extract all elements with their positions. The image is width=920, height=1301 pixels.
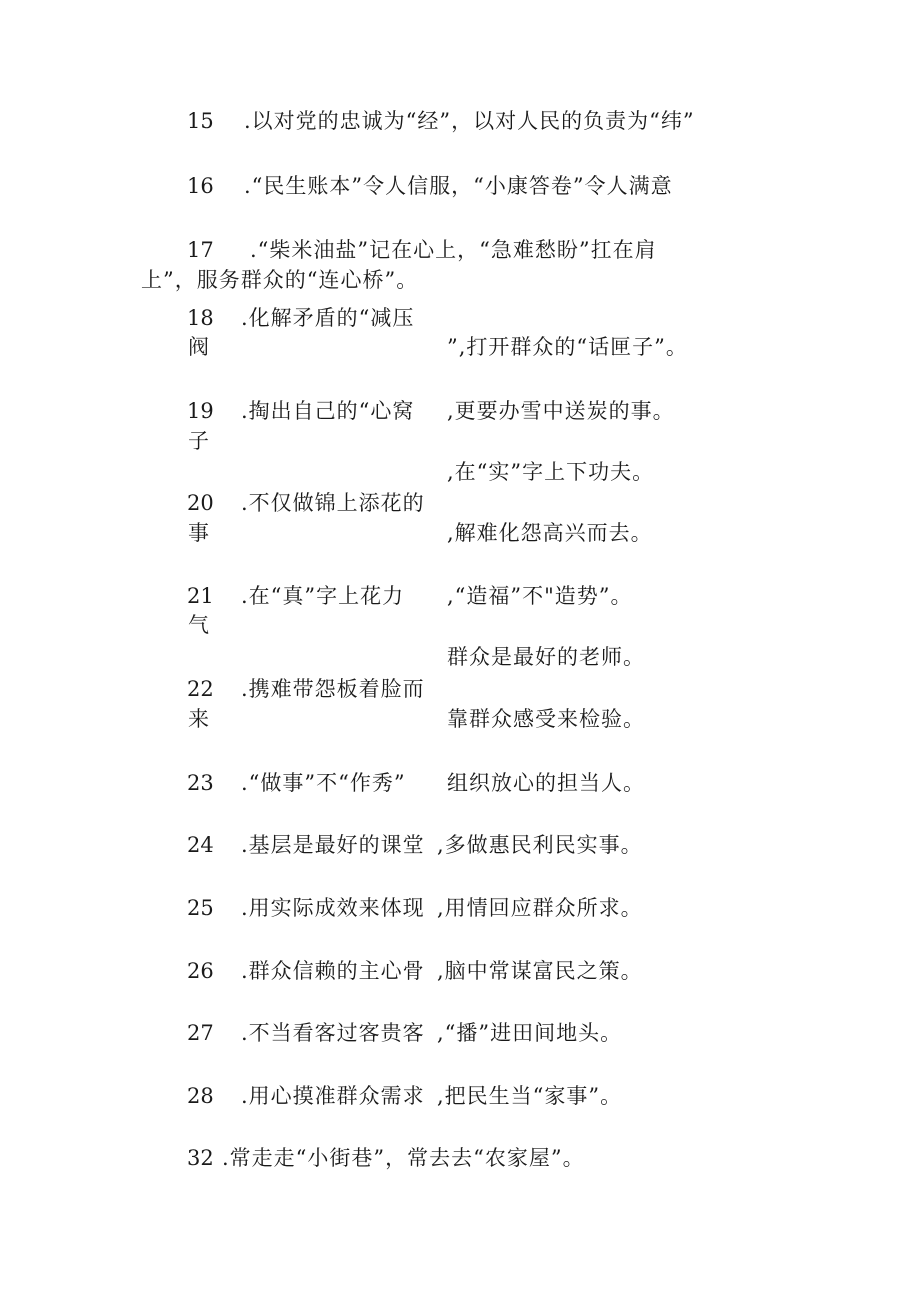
- item-text-right: ,把民生当“家事”。: [437, 1084, 623, 1108]
- item-number: 32: [187, 1146, 214, 1170]
- item-text-wrap: 事: [188, 521, 210, 545]
- item-text-wrap: 子: [188, 429, 210, 453]
- item-text-left: .群众信赖的主心骨: [241, 959, 425, 983]
- item-number: 20: [187, 491, 214, 515]
- item-text-right: ,“造福”不"造势”。: [447, 584, 633, 608]
- item-number: 21: [187, 584, 214, 608]
- item-number: 23: [187, 771, 214, 795]
- item-text-right: ,在“实”字上下功夫。: [447, 460, 655, 484]
- item-text-right: ,更要办雪中送炭的事。: [447, 399, 675, 423]
- item-text-wrap: 阀: [188, 335, 210, 359]
- item-number: 28: [187, 1084, 214, 1108]
- item-number: 17: [187, 238, 214, 262]
- item-text-right: ,脑中常谋富民之策。: [437, 959, 643, 983]
- item-text-right: ,“播”进田间地头。: [437, 1021, 623, 1045]
- item-text-left: .化解矛盾的“减压: [241, 306, 415, 330]
- item-number: 27: [187, 1021, 214, 1045]
- item-number: 19: [187, 399, 214, 423]
- item-number: 15: [187, 109, 214, 133]
- item-text-right: ,解难化怨高兴而去。: [447, 521, 653, 545]
- item-text-left: .在“真”字上花力: [241, 584, 405, 608]
- item-text-wrap: 来: [188, 707, 210, 731]
- item-number: 24: [187, 833, 214, 857]
- item-text-right: ,用情回应群众所求。: [437, 896, 643, 920]
- item-text-left: .不当看客过客贵客: [241, 1021, 425, 1045]
- item-number: 25: [187, 896, 214, 920]
- item-text-left: .“做事”不“作秀”: [241, 771, 406, 795]
- item-text-continuation: 上”，服务群众的“连心桥”。: [141, 268, 419, 292]
- item-text: .以对党的忠诚为“经”，以对人民的负责为“纬”: [244, 109, 695, 133]
- item-number: 22: [187, 677, 214, 701]
- item-text-wrap: 气: [188, 613, 210, 637]
- item-text-left: .不仅做锦上添花的: [241, 491, 425, 515]
- item-text-left: .掏出自己的“心窝: [241, 399, 415, 423]
- item-text: .常走走“小街巷”，常去去“农家屋”。: [222, 1146, 585, 1170]
- item-number: 26: [187, 959, 214, 983]
- item-text-right: ,多做惠民利民实事。: [437, 833, 643, 857]
- item-text-right: 靠群众感受来检验。: [447, 707, 645, 731]
- item-text-left: .携难带怨板着脸而: [241, 677, 425, 701]
- item-text-left: .基层是最好的课堂: [241, 833, 425, 857]
- item-text-left: .用心摸准群众需求: [241, 1084, 425, 1108]
- item-text: .“民生账本”令人信服，“小康答卷”令人满意: [244, 174, 673, 198]
- item-text-right: 组织放心的担当人。: [447, 771, 645, 795]
- item-number: 16: [187, 174, 214, 198]
- item-text: .“柴米油盐”记在心上，“急难愁盼”扛在肩: [250, 238, 657, 262]
- item-text-right: ”,打开群众的“话匣子”。: [447, 335, 688, 359]
- item-text-right: 群众是最好的老师。: [447, 645, 645, 669]
- item-text-left: .用实际成效来体现: [241, 896, 425, 920]
- item-number: 18: [187, 306, 214, 330]
